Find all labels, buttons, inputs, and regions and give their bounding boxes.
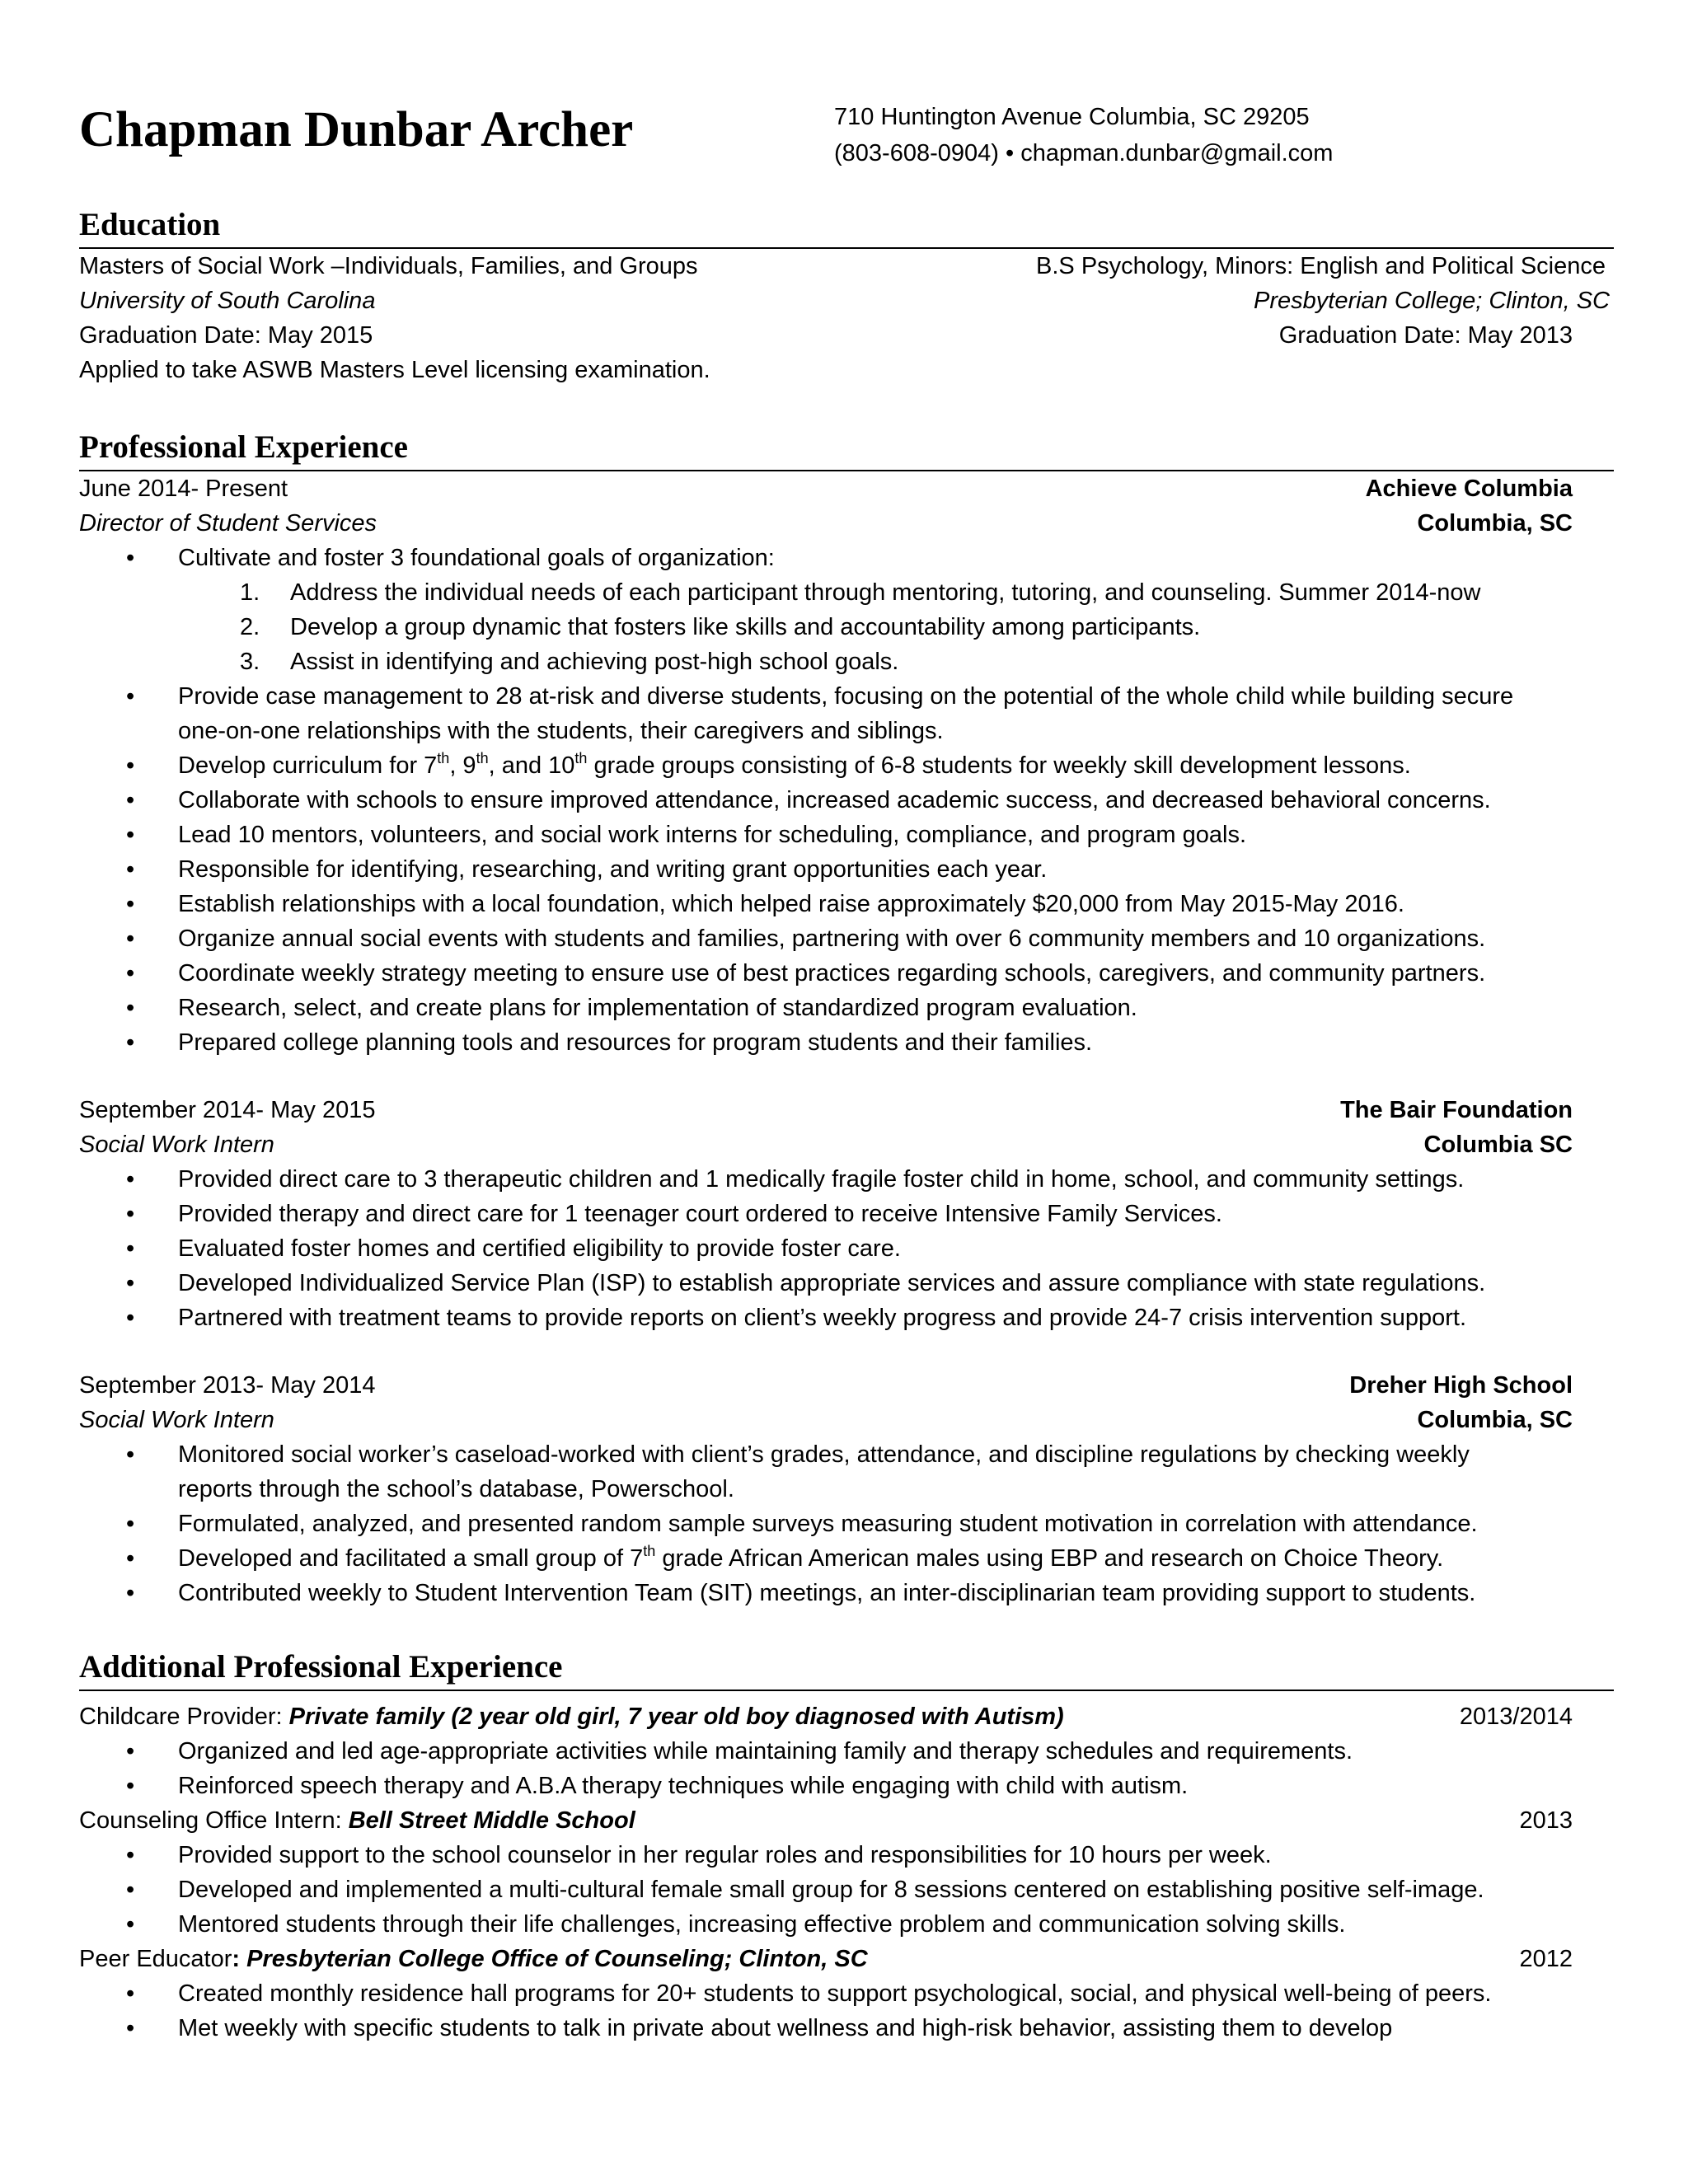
job3-header [79, 1368, 1614, 1403]
list-item: • Partnered with treatment teams to provide reports on client’s weekly progress and provide 24-7 crisis intervention support. [79, 1301, 1614, 1335]
job3-bullets [79, 1437, 1614, 1610]
job3-role: Social Work Intern [79, 1407, 274, 1433]
list-item: • Reinforced speech therapy and A.B.A therapy techniques while engaging with child with autism. [79, 1769, 1614, 1803]
list-item: • Contributed weekly to Student Intervention Team (SIT) meetings, an inter-disciplinarian team providing support to students. [79, 1576, 1614, 1610]
list-item: • Met weekly with specific students to talk in private about wellness and high-risk behavior, assisting them to develop [79, 2011, 1614, 2046]
list-item: • Created monthly residence hall programs for 20+ students to support psychological, social, and physical well-being of peers. [79, 1976, 1614, 2011]
education-section [79, 204, 1614, 387]
experience-section [79, 427, 1614, 1610]
bachelors-school: Presbyterian College; Clinton, SC [1254, 288, 1610, 314]
masters-school: University of South Carolina [79, 288, 376, 314]
list-item: • Organize annual social events with students and families, partnering with over 6 community members and 10 organizations. [79, 921, 1614, 956]
role1-label: Childcare Provider: [79, 1704, 289, 1730]
job1-subheader [79, 506, 1614, 541]
education-row-3 [79, 318, 1614, 353]
role1-bullets [79, 1734, 1614, 1803]
section-title-education: Education [79, 204, 1614, 249]
list-item: • Organized and led age-appropriate activities while maintaining family and therapy schedules and requirements. [79, 1734, 1614, 1769]
list-item: • Cultivate and foster 3 foundational goals of organization: [79, 541, 1614, 575]
job1-location: Columbia, SC [1417, 510, 1573, 537]
list-item: • Mentored students through their life challenges, increasing effective problem and communication solving skills. [79, 1907, 1614, 1942]
job2-header [79, 1093, 1614, 1127]
role3-header: Peer Educator: Presbyterian College Office of Counseling; Clinton, SC 2012 [79, 1942, 1614, 1976]
candidate-name: Chapman Dunbar Archer [79, 102, 634, 157]
list-item: • Formulated, analyzed, and presented random sample surveys measuring student motivation in correlation with attendance. [79, 1507, 1614, 1541]
education-row-1 [79, 249, 1614, 284]
list-item: • Prepared college planning tools and resources for program students and their families. [79, 1025, 1614, 1060]
role1-header [79, 1699, 1614, 1734]
list-item: • Lead 10 mentors, volunteers, and social work interns for scheduling, compliance, and program goals. [79, 818, 1614, 852]
additional-section [79, 1647, 1614, 2046]
list-item: • Developed and facilitated a small group of 7th grade African American males using EBP and research on Choice Theory. [79, 1541, 1614, 1576]
list-item: • Provided support to the school counselor in her regular roles and responsibilities for 10 hours per week. [79, 1838, 1614, 1872]
job2-role: Social Work Intern [79, 1132, 274, 1158]
masters-graduation: Graduation Date: May 2015 [79, 322, 373, 349]
role1-org: Private family (2 year old girl, 7 year old boy diagnosed with Autism) [288, 1704, 1064, 1730]
contact-block [834, 99, 1333, 171]
list-item: • Establish relationships with a local foundation, which helped raise approximately $20,000 from May 2015-May 2016. [79, 887, 1614, 921]
job2-dates: September 2014- May 2015 [79, 1097, 376, 1123]
section-title-additional: Additional Professional Experience [79, 1647, 1614, 1691]
role3-label: Peer Educator [79, 1946, 232, 1972]
job1-header [79, 471, 1614, 506]
job3-org: Dreher High School [1349, 1372, 1573, 1399]
role3-year: 2012 [1519, 1946, 1573, 1972]
role1-year: 2013/2014 [1459, 1704, 1573, 1730]
job1-org: Achieve Columbia [1365, 476, 1573, 502]
list-item: • Evaluated foster homes and certified eligibility to provide foster care. [79, 1231, 1614, 1266]
sub-list-item: 2. Develop a group dynamic that fosters like skills and accountability among participants. [240, 614, 1201, 640]
phone-email-line [834, 135, 1333, 171]
job2-location: Columbia SC [1423, 1132, 1573, 1158]
list-item: • Developed Individualized Service Plan (ISP) to establish appropriate services and assure compliance with state regulations. [79, 1266, 1614, 1301]
education-row-2 [79, 284, 1614, 318]
list-item: • Research, select, and create plans for implementation of standardized program evaluation. [79, 991, 1614, 1025]
role3-bullets [79, 1976, 1614, 2046]
job2-org: The Bair Foundation [1340, 1097, 1573, 1123]
phone: (803-608-0904) [834, 140, 999, 166]
list-item: • Monitored social worker’s caseload-worked with client’s grades, attendance, and discipline regulations by checking weekly reports through the school’s database, Powerschool. [79, 1437, 1614, 1507]
list-item: • Develop curriculum for 7th, 9th, and 10th grade groups consisting of 6-8 students for weekly skill development lessons. [79, 748, 1614, 783]
job1-role: Director of Student Services [79, 510, 377, 537]
sub-list-item: 3. Assist in identifying and achieving post-high school goals. [240, 649, 899, 675]
section-title-experience: Professional Experience [79, 427, 1614, 471]
list-item: • Collaborate with schools to ensure improved attendance, increased academic success, and decreased behavioral concerns. [79, 783, 1614, 818]
sub-list-item: 1. Address the individual needs of each participant through mentoring, tutoring, and counseling. Summer 2014-now [240, 579, 1481, 606]
education-row-4 [79, 353, 1614, 387]
job1-dates: June 2014- Present [79, 476, 288, 502]
bachelors-graduation: Graduation Date: May 2013 [1278, 322, 1573, 349]
role2-label: Counseling Office Intern: [79, 1807, 349, 1834]
job2-subheader [79, 1127, 1614, 1162]
role2-header [79, 1803, 1614, 1838]
list-item: • Developed and implemented a multi-cultural female small group for 8 sessions centered on establishing positive self-image. [79, 1872, 1614, 1907]
job3-dates: September 2013- May 2014 [79, 1372, 376, 1399]
list-item: • Responsible for identifying, researching, and writing grant opportunities each year. [79, 852, 1614, 887]
role2-year: 2013 [1519, 1807, 1573, 1834]
job2-bullets [79, 1162, 1614, 1335]
email: chapman.dunbar@gmail.com [1020, 140, 1334, 166]
list-item: • Provide case management to 28 at-risk and diverse students, focusing on the potential of the whole child while building secure one-on-one relationships with the students, their caregivers and siblings. [79, 679, 1614, 748]
role2-bullets [79, 1838, 1614, 1942]
list-item: • Provided therapy and direct care for 1 teenager court ordered to receive Intensive Family Services. [79, 1197, 1614, 1231]
role3-org: Presbyterian College Office of Counseling; Clinton, SC [246, 1946, 868, 1972]
address: 710 Huntington Avenue Columbia, SC 29205 [834, 104, 1310, 130]
job3-location: Columbia, SC [1417, 1407, 1573, 1433]
licensing-note: Applied to take ASWB Masters Level licensing examination. [79, 357, 710, 383]
list-item: • Coordinate weekly strategy meeting to ensure use of best practices regarding schools, caregivers, and community partners. [79, 956, 1614, 991]
list-item: • Provided direct care to 3 therapeutic children and 1 medically fragile foster child in home, school, and community settings. [79, 1162, 1614, 1197]
job3-subheader [79, 1403, 1614, 1437]
role2-org: Bell Street Middle School [348, 1807, 635, 1834]
bullet-separator: • [1005, 140, 1015, 166]
job1-bullets [79, 541, 1614, 1060]
masters-degree: Masters of Social Work –Individuals, Families, and Groups [79, 253, 698, 279]
bachelors-degree: B.S Psychology, Minors: English and Political Science [1036, 253, 1606, 279]
